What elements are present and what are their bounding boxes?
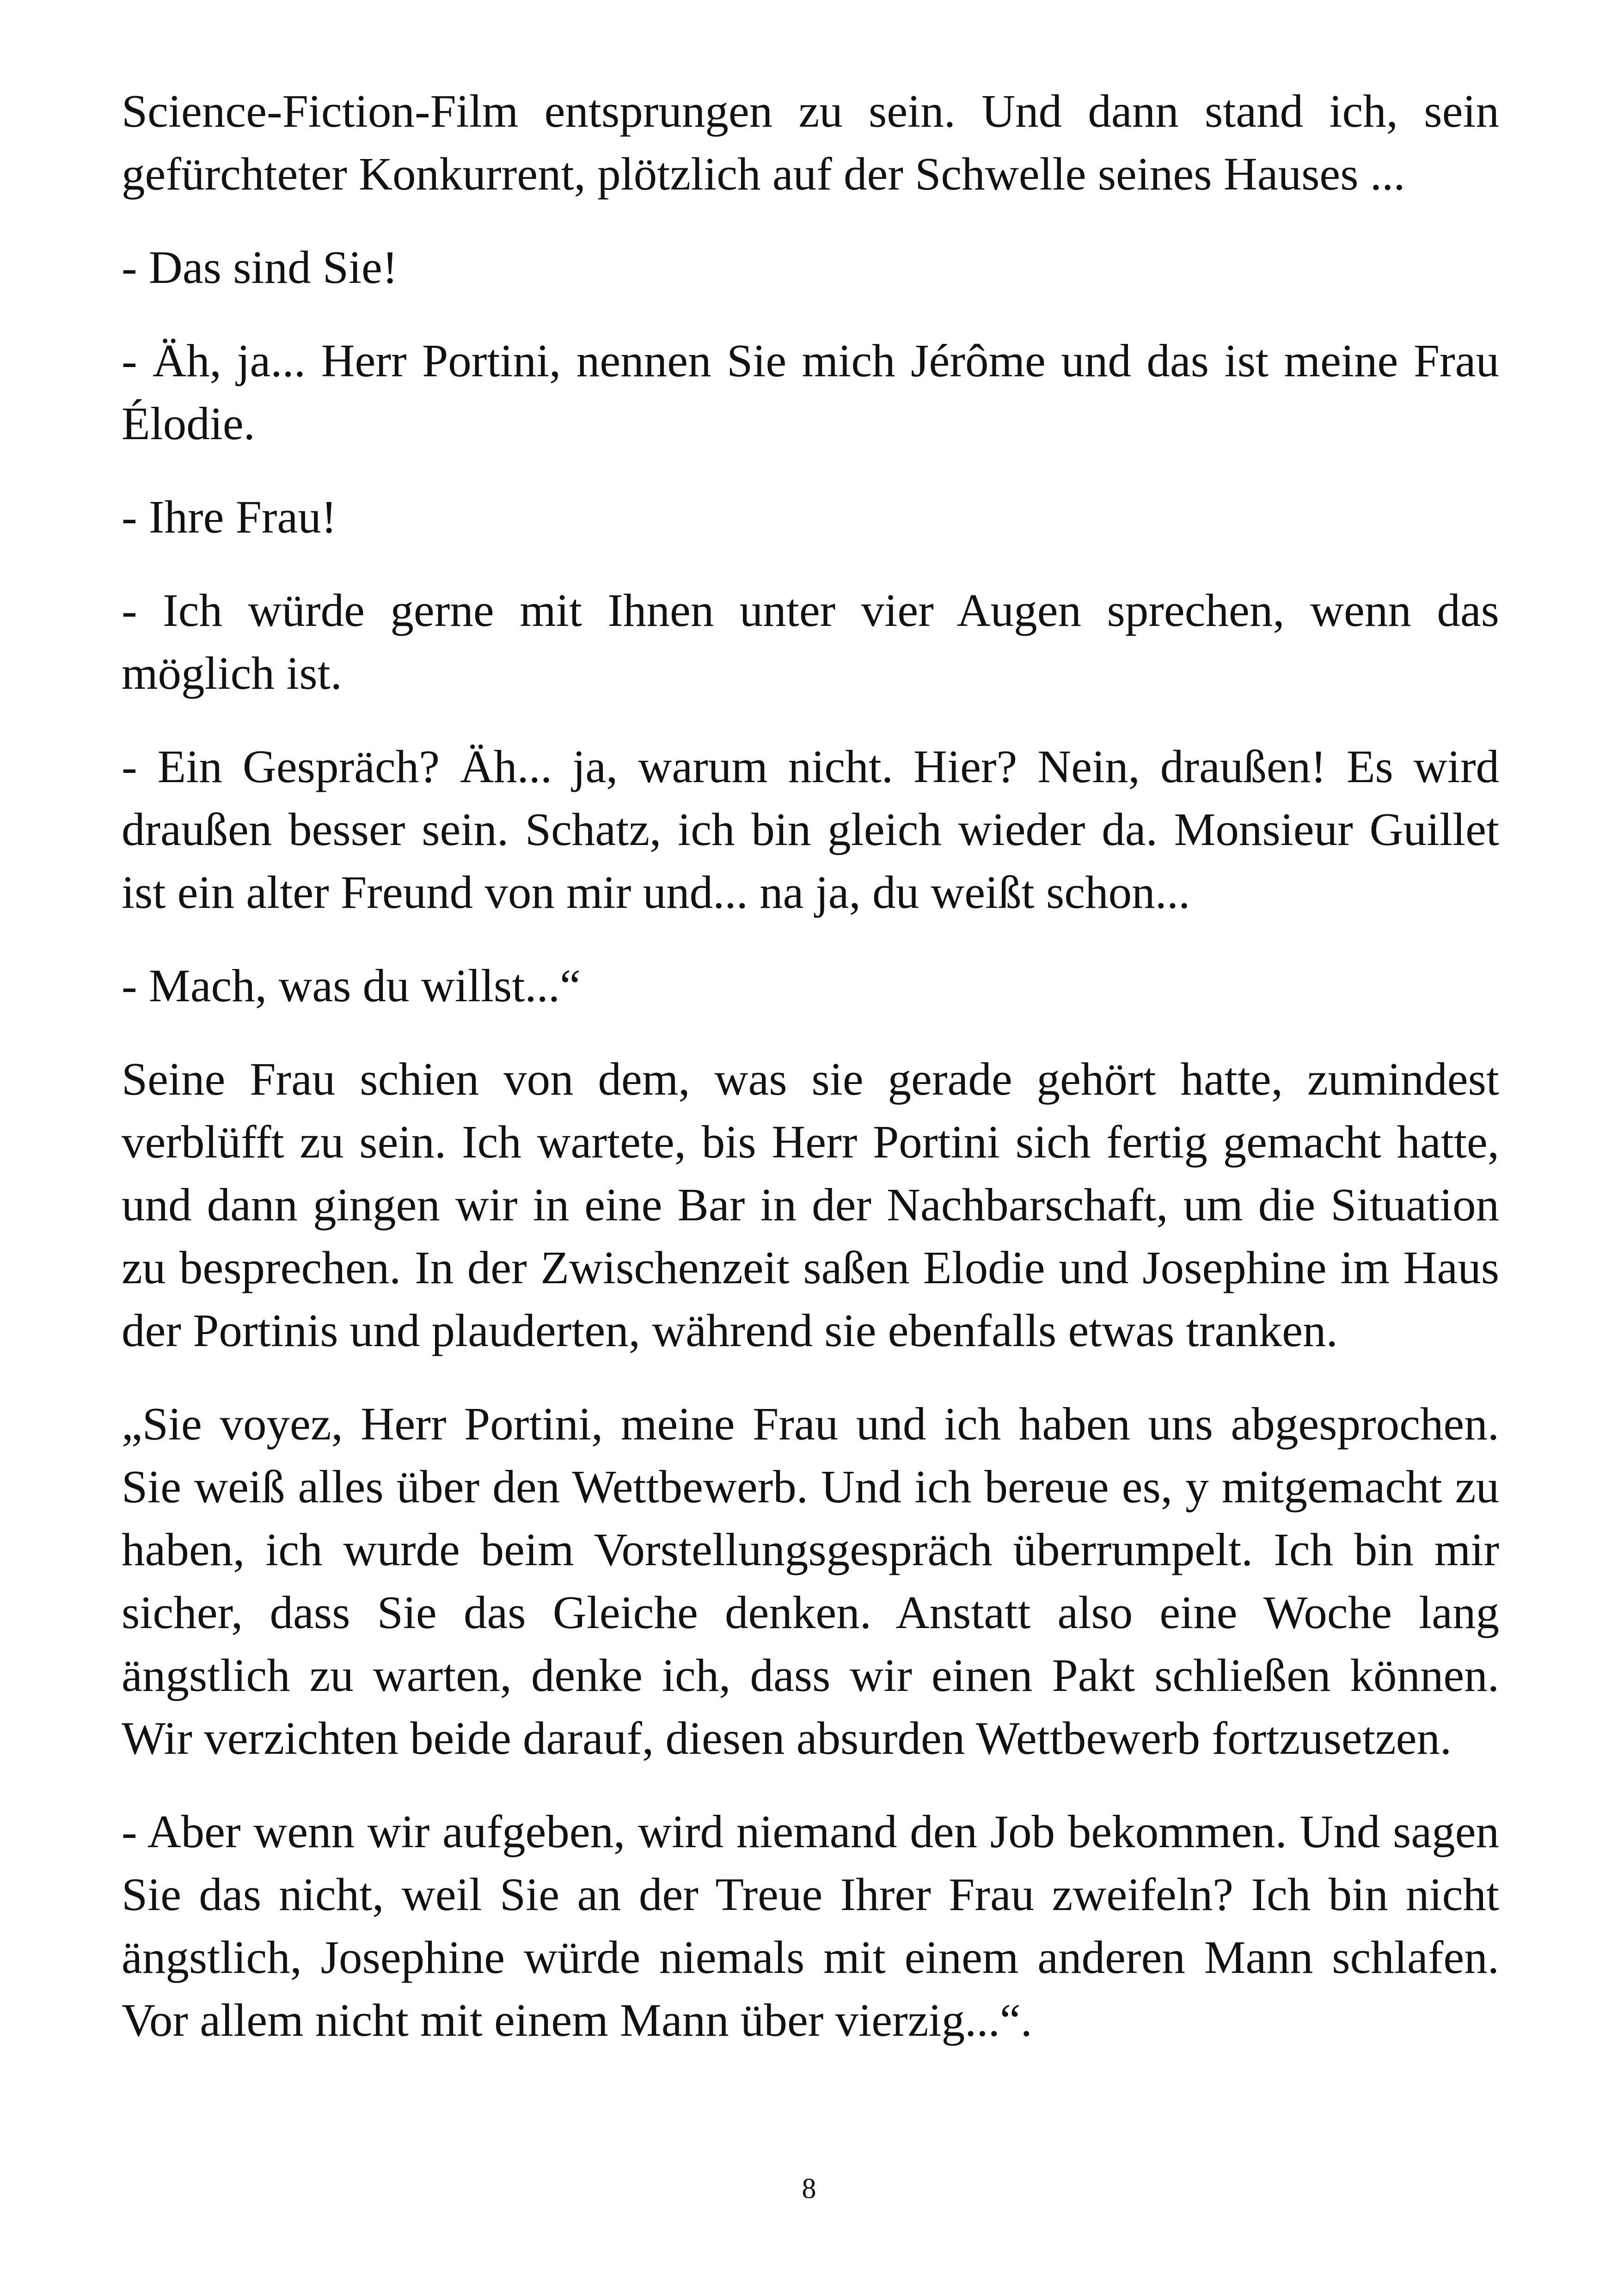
paragraph: Seine Frau schien von dem, was sie gerade gehört hatte, zumindest verblüfft zu sein. Ich wartete, bis Herr Portini sich fertig gemacht hatte, und dann gingen wir in eine Bar in der Nachbarschaft, um die Situation zu besprechen. In der Zwischenzeit saßen Elodie und Josephine im Haus der Portinis und plauderten, während sie ebenfalls etwas tranken. [122, 1053, 1499, 1356]
page-body [122, 80, 1499, 2082]
dialogue-line: - Äh, ja... Herr Portini, nennen Sie mich Jérôme und das ist meine Frau Élodie. [122, 335, 1499, 449]
dialogue-line: - Aber wenn wir aufgeben, wird niemand den Job bekommen. Und sagen Sie das nicht, weil Sie an der Treue Ihrer Frau zweifeln? Ich bin nicht ängstlich, Josephine würde niemals mit einem anderen Mann schlafen. Vor allem nicht mit einem Mann über vierzig...“. [122, 1806, 1499, 2046]
dialogue-line: „Sie voyez, Herr Portini, meine Frau und ich haben uns abgesprochen. Sie weiß alles über den Wettbewerb. Und ich bereue es, y mitgemacht zu haben, ich wurde beim Vorstellungsgespräch überrumpelt. Ich bin mir sicher, dass Sie das Gleiche denken. Anstatt also eine Woche lang ängstlich zu warten, denke ich, dass wir einen Pakt schließen können. Wir verzichten beide darauf, diesen absurden Wettbewerb fortzusetzen. [122, 1398, 1499, 1764]
dialogue-line: - Ich würde gerne mit Ihnen unter vier Augen sprechen, wenn das möglich ist. [122, 584, 1499, 699]
dialogue-line: - Das sind Sie! [122, 241, 398, 293]
dialogue-line: - Mach, was du willst...“ [122, 960, 581, 1011]
page-number: 8 [802, 2173, 816, 2204]
dialogue-line: - Ihre Frau! [122, 491, 337, 543]
dialogue-line: - Ein Gespräch? Äh... ja, warum nicht. Hier? Nein, draußen! Es wird draußen besser sein. Schatz, ich bin gleich wieder da. Monsieur Guillet ist ein alter Freund von mir und... na ja, du weißt schon... [122, 741, 1499, 918]
paragraph: Science-Fiction-Film entsprungen zu sein. Und dann stand ich, sein gefürchteter Konkurrent, plötzlich auf der Schwelle seines Hauses ... [122, 85, 1499, 200]
